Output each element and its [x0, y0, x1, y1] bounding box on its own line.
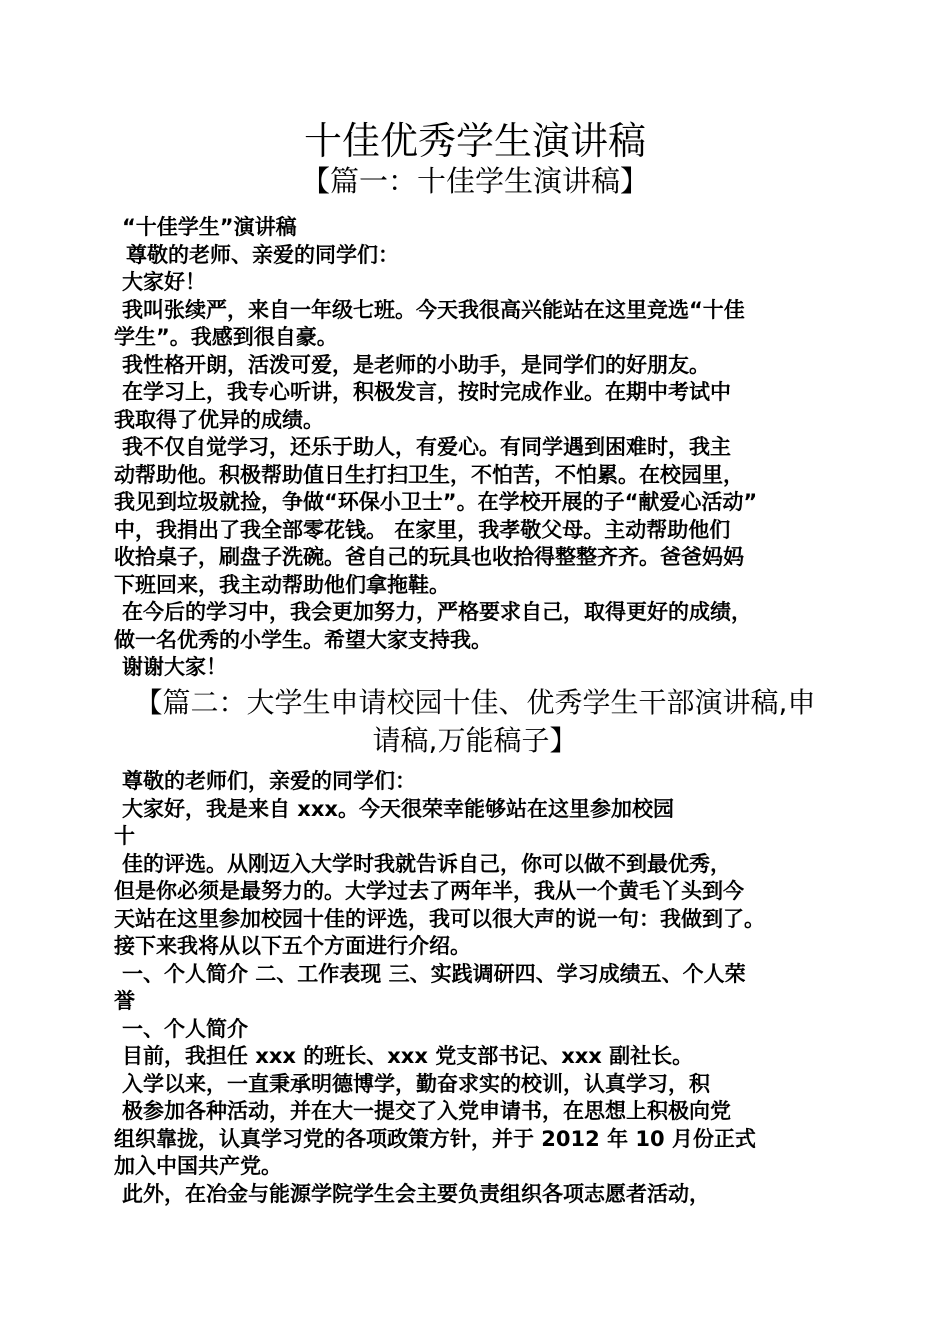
section1-body [114, 214, 844, 682]
text-line: 在学习上，我专心听讲，积极发言，按时完成作业。在期中考试中 [122, 380, 731, 404]
text-line: 十 [114, 824, 135, 848]
section2-heading-line1: 【篇二：大学生申请校园十佳、优秀学生干部演讲稿,申 [134, 686, 816, 719]
section2-heading [110, 684, 840, 760]
text-line: 接下来我将从以下五个方面进行介绍。 [114, 934, 471, 958]
text-line: 大家好！ [122, 270, 206, 294]
text-line: 一、个人简介 [122, 1016, 248, 1041]
text-line: 我性格开朗，活泼可爱，是老师的小助手，是同学们的好朋友。 [122, 352, 710, 377]
text-line: 但是你必须是最努力的。大学过去了两年半，我从一个黄毛丫头到今 [114, 879, 744, 903]
text-line: 一、个人简介 二、工作表现 三、实践调研四、学习成绩五、个人荣 [122, 961, 746, 986]
text-line: 谢谢大家！ [122, 655, 227, 679]
text-line: 加入中国共产党。 [114, 1154, 282, 1178]
text-line: 尊敬的老师、亲爱的同学们： [126, 242, 399, 267]
section1-heading: 【篇一：十佳学生演讲稿】 [300, 164, 649, 198]
text-line: 此外，在冶金与能源学院学生会主要负责组织各项志愿者活动， [122, 1181, 710, 1206]
text-line: 天站在这里参加校园十佳的评选，我可以很大声的说一句：我做到了。 [114, 906, 765, 931]
text-line: 我叫张续严，来自一年级七班。今天我很高兴能站在这里竞选“十佳 [122, 297, 745, 322]
text-line: 在今后的学习中，我会更加努力，严格要求自己，取得更好的成绩， [122, 600, 752, 624]
text-line: 誉 [114, 989, 135, 1013]
text-line: 我不仅自觉学习，还乐于助人，有爱心。有同学遇到困难时，我主 [122, 435, 731, 459]
text-line: 目前，我担任 xxx 的班长、xxx 党支部书记、xxx 副社长。 [122, 1044, 694, 1068]
text-line: 尊敬的老师们，亲爱的同学们： [122, 769, 416, 793]
text-line: 动帮助他。积极帮助值日生打扫卫生，不怕苦，不怕累。在校园里， [114, 462, 744, 487]
text-line: 中，我捐出了我全部零花钱。 在家里，我孝敬父母。主动帮助他们 [114, 517, 731, 542]
text-line: 佳的评选。从刚迈入大学时我就告诉自己，你可以做不到最优秀， [122, 851, 731, 876]
text-line: 收拾桌子，刷盘子洗碗。爸自己的玩具也收拾得整整齐齐。爸爸妈妈 [114, 545, 744, 569]
text-line: 下班回来，我主动帮助他们拿拖鞋。 [114, 572, 450, 597]
text-line: 大家好，我是来自 xxx。今天很荣幸能够站在这里参加校园 [122, 796, 674, 821]
text-line: 做一名优秀的小学生。希望大家支持我。 [114, 627, 492, 652]
section2-body [114, 768, 854, 1208]
text-line: 我见到垃圾就捡，争做“环保小卫士”。在学校开展的子“献爱心活动” [114, 490, 758, 514]
text-line: 学生”。我感到很自豪。 [114, 325, 338, 349]
text-line: 我取得了优异的成绩。 [114, 407, 324, 432]
text-line: 入学以来，一直秉承明德博学，勤奋求实的校训，认真学习，积 [122, 1071, 710, 1096]
text-line: 极参加各种活动，并在大一提交了入党申请书，在思想上积极向党 [122, 1099, 731, 1123]
section2-heading-line2: 请稿,万能稿子】 [372, 724, 578, 757]
page-title: 十佳优秀学生演讲稿 [303, 119, 646, 163]
text-line: 组织靠拢，认真学习党的各项政策方针，并于 2012 年 10 月份正式 [114, 1126, 756, 1151]
text-line: “十佳学生”演讲稿 [122, 215, 297, 239]
